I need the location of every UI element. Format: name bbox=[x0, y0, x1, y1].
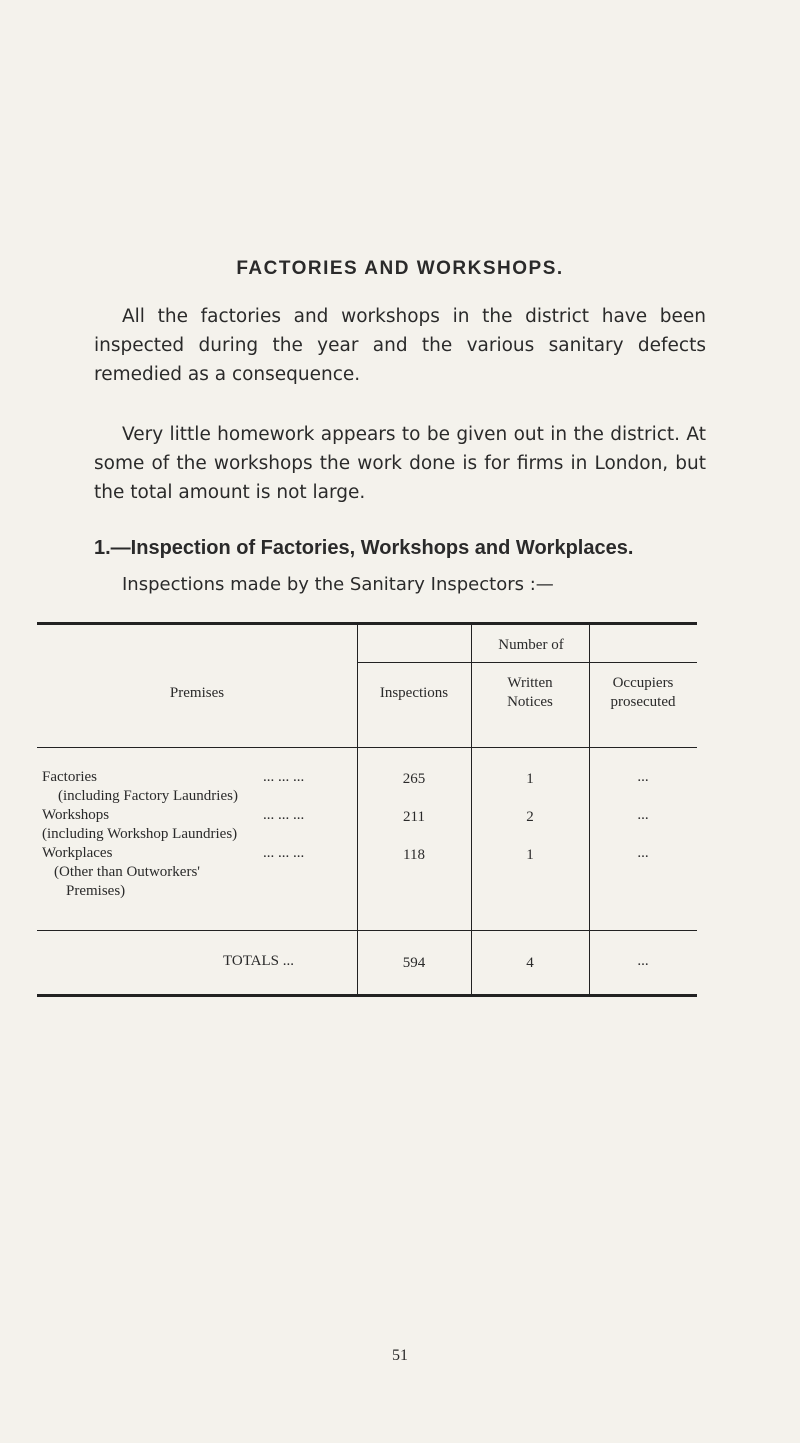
inspection-table bbox=[37, 622, 697, 998]
row-workplaces-dots: ... ... ... bbox=[263, 845, 305, 861]
row-factories-prosecuted: ... bbox=[637, 769, 649, 785]
row-workplaces-prosecuted: ... bbox=[637, 845, 649, 861]
table-top-rule bbox=[37, 622, 697, 625]
header-inspections: Inspections bbox=[379, 685, 449, 701]
row-workplaces-sub2: Premises) bbox=[66, 883, 126, 899]
row-workplaces-notices: 1 bbox=[526, 847, 534, 863]
row-factories-sub: (including Factory Laundries) bbox=[58, 788, 238, 804]
paragraph-homework: Very little homework appears to be given out in the district. At some of the workshops the work done is for firms in London, but the total amount is not large. bbox=[94, 424, 706, 503]
header-written-notices-2: Notices bbox=[507, 694, 553, 710]
row-factories-inspections: 265 bbox=[402, 771, 426, 787]
row-factories-notices: 1 bbox=[526, 771, 534, 787]
section-caption: Inspections made by the Sanitary Inspectors :— bbox=[122, 574, 554, 595]
row-workshops-dots: ... ... ... bbox=[263, 807, 305, 823]
row-factories-label: Factories bbox=[42, 769, 97, 785]
table-bottom-rule bbox=[37, 994, 697, 997]
row-workplaces-label: Workplaces bbox=[42, 845, 113, 861]
header-occupiers-prosecuted-1: Occupiers bbox=[612, 675, 674, 691]
totals-inspections: 594 bbox=[402, 955, 426, 971]
header-written-notices-1: Written bbox=[507, 675, 553, 691]
header-number-of: Number of bbox=[498, 637, 564, 653]
header-premises: Premises bbox=[169, 685, 225, 701]
page-title: FACTORIES AND WORKSHOPS. bbox=[236, 258, 564, 279]
paragraph-inspection-summary: All the factories and workshops in the district have been inspected during the year and the various sanitary defects remedied as a consequence. bbox=[94, 306, 706, 385]
header-bottom-rule bbox=[37, 747, 697, 748]
totals-top-rule bbox=[37, 930, 697, 931]
totals-label: TOTALS ... bbox=[223, 953, 295, 969]
row-workshops-prosecuted: ... bbox=[637, 807, 649, 823]
section-heading: 1.—Inspection of Factories, Workshops and Workplaces. bbox=[94, 537, 634, 559]
row-workshops-sub: (including Workshop Laundries) bbox=[42, 826, 238, 842]
row-workshops-inspections: 211 bbox=[403, 809, 425, 825]
row-workplaces-sub: (Other than Outworkers' bbox=[54, 864, 200, 880]
group-underline bbox=[357, 662, 697, 663]
header-occupiers-prosecuted-2: prosecuted bbox=[610, 694, 676, 710]
totals-prosecuted: ... bbox=[637, 953, 649, 969]
row-workplaces-inspections: 118 bbox=[403, 847, 425, 863]
row-workshops-notices: 2 bbox=[526, 809, 534, 825]
page-number: 51 bbox=[392, 1347, 408, 1364]
row-workshops-label: Workshops bbox=[42, 807, 110, 823]
totals-notices: 4 bbox=[526, 955, 534, 971]
row-factories-dots: ... ... ... bbox=[263, 769, 305, 785]
